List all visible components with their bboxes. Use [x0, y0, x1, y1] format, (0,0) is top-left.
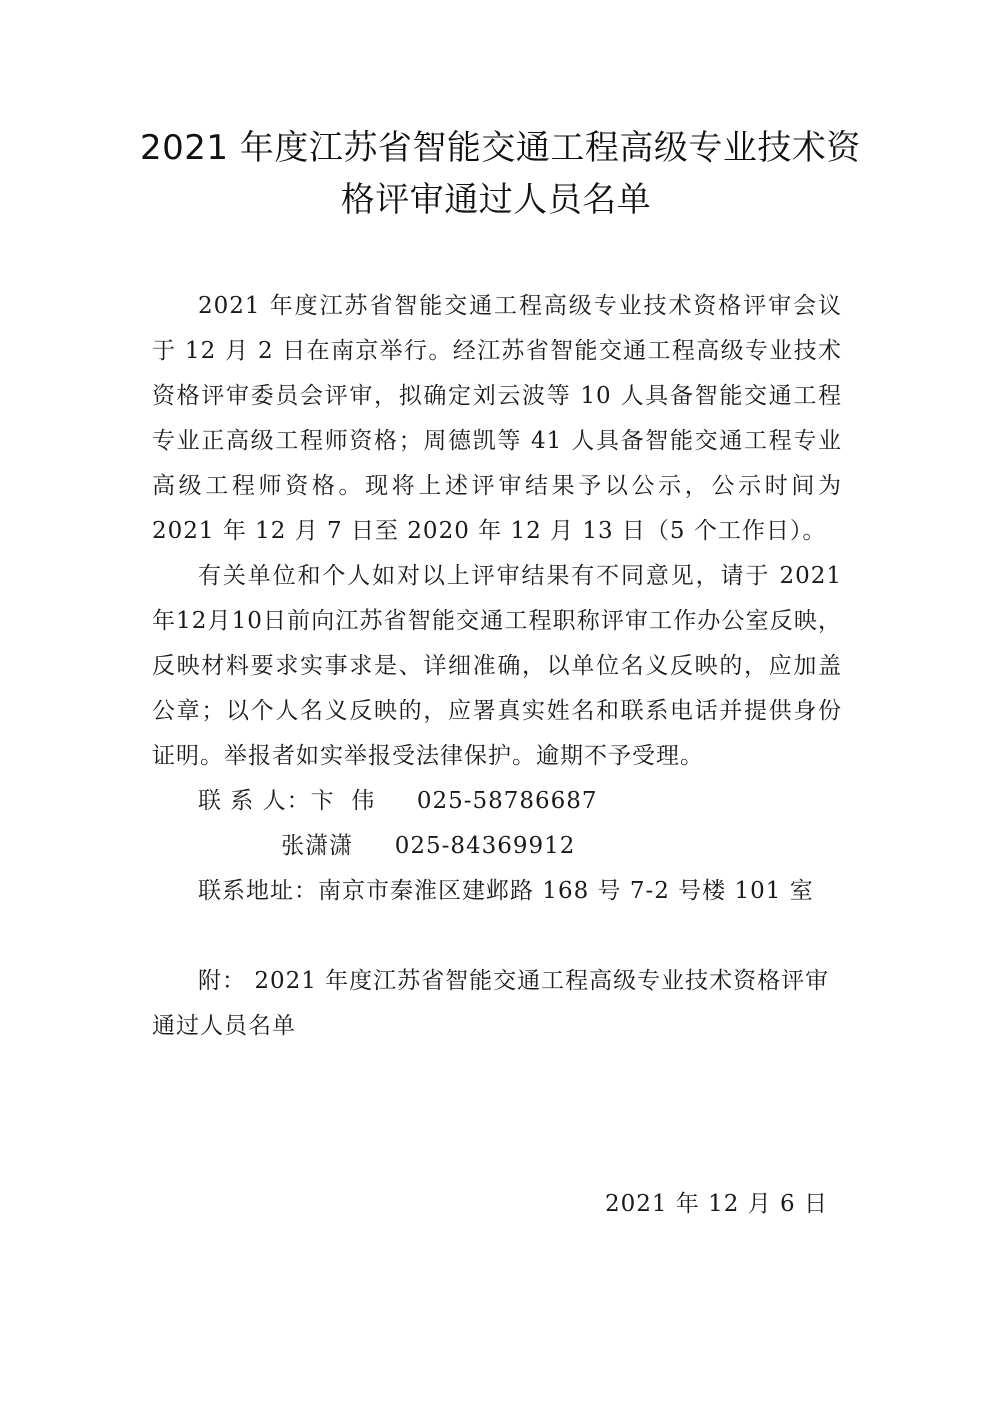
document-title: [140, 122, 861, 226]
contact-phone-1: 025-58786687: [416, 788, 598, 814]
contact-phone-2: 025-84369912: [394, 833, 576, 859]
contact-name-1: 卞 伟: [310, 788, 376, 814]
objection-paragraph: 有关单位和个人如对以上评审结果有不同意见，请于 2021年12月10日前向江苏省智能交通工程职称评审工作办公室反映，反映材料要求实事求是、详细准确，以单位名义反映的，应加盖公章；以个人名义反映的，应署真实姓名和联系电话并提供身份证明。举报者如实举报受法律保护。逾期不予受理。: [152, 563, 842, 769]
document-body: [152, 284, 842, 1049]
title-line-1: 2021 年度江苏省智能交通工程高级专业技术资: [140, 128, 861, 168]
attachment-note: [152, 959, 842, 1049]
document-date: 2021 年 12 月 6 日: [605, 1191, 828, 1217]
attachment-text: 2021 年度江苏省智能交通工程高级专业技术资格评审通过人员名单: [152, 968, 830, 1039]
contact-name-2: 张潇潇: [281, 833, 354, 859]
contact-label: 联 系 人：: [198, 788, 311, 814]
address-label: 联系地址：: [198, 878, 318, 904]
contact-row-2: [152, 824, 842, 869]
contact-row-1: [152, 779, 842, 824]
title-line-2: 格评审通过人员名单: [340, 180, 652, 220]
address-value: 南京市秦淮区建邺路 168 号 7-2 号楼 101 室: [318, 878, 814, 904]
spacer: [152, 914, 842, 959]
announcement-paragraph: 2021 年度江苏省智能交通工程高级专业技术资格评审会议于 12 月 2 日在南京举行。经江苏省智能交通工程高级专业技术资格评审委员会评审，拟确定刘云波等 10 人具备智能交通工程专业正高级工程师资格；周德凯等 41 人具备智能交通工程专业高级工程师资格。现将上述评审结果予以公示，公示时间为 2021 年 12 月 7 日至 2020 年 12 月 13 日（5 个工作日）。: [152, 293, 842, 544]
address-row: [152, 869, 842, 914]
attachment-label: 附：: [198, 968, 246, 994]
